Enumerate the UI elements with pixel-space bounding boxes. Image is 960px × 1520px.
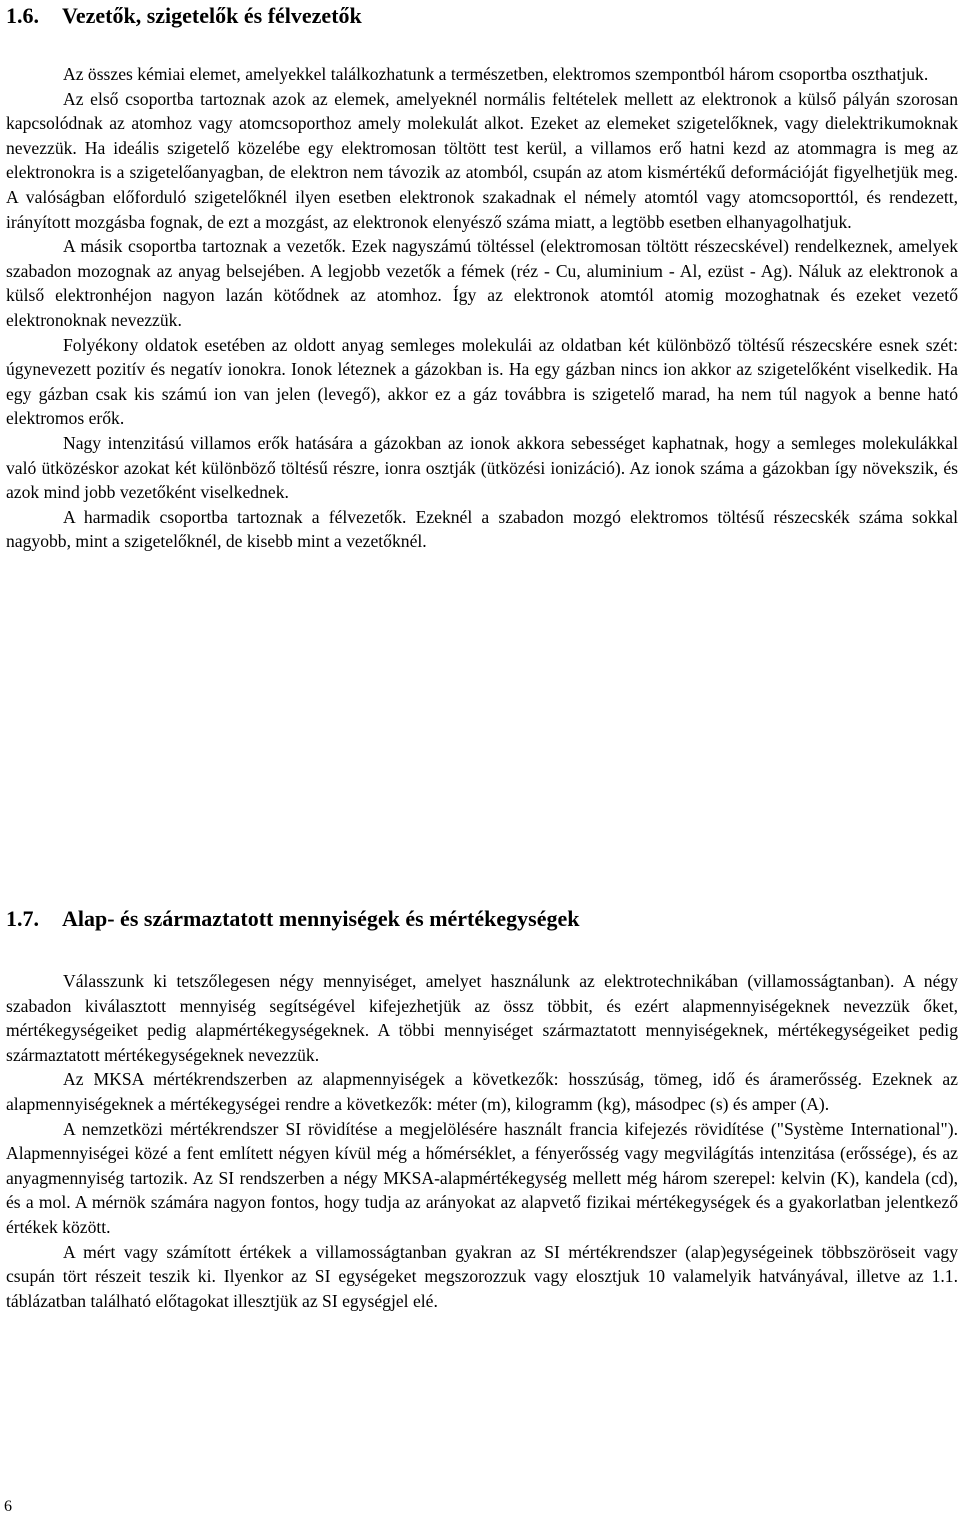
section-number: 1.6. <box>6 3 39 28</box>
paragraph: Az MKSA mértékrendszerben az alapmennyiségek a következők: hosszúság, tömeg, idő és áramerősség. Ezeknek az alapmennyiségeknek a mértékegységei rendre a következők: méter (m), kilogramm (kg), másodpec (s) és amper (A). <box>6 1069 958 1114</box>
section-body <box>6 62 958 554</box>
paragraph: A másik csoportba tartoznak a vezetők. Ezek nagyszámú töltéssel (elektromosan töltött részecskével) rendelkeznek, amelyek szabadon mozognak az anyag belsejében. A legjobb vezetők a fémek (réz - Cu, aluminium - Al, ezüst - Ag). Náluk az elektronok a külső elektronhéjon nagyon lazán kötődnek az atomhoz. Így az elektronok atomtól atomig mozoghatnak és ezeket vezető elektronoknak nevezzük. <box>6 236 958 330</box>
page-number: 6 <box>4 1498 12 1515</box>
paragraph: Folyékony oldatok esetében az oldott anyag semleges molekulái az oldatban két különböző töltésű részecskére esnek szét: úgynevezett pozitív és negatív ionokra. Ionok léteznek a gázokban is. Ha egy gázban nincs ion akkor az szigetelőként viselkedik. Ha egy gázban csak kis számú ion van jelen (levegő), akkor ez a gáz továbbra is szigetelő marad, ha nem túl nagyok a benne ható elektromos erők. <box>6 334 958 429</box>
section-number: 1.7. <box>6 906 39 931</box>
paragraph: A nemzetközi mértékrendszer SI rövidítése a megjelölésére használt francia kifejezés rövidítése ("Système International"). Alapmennyiségei közé a fent említett négyen kívül még a hőmérséklet, a fényerősség vagy megvilágítás intenzitása (erőssége), és az anyagmennyiség tartozik. Az SI rendszerben a négy MKSA-alapmértékegység mellett még három szerepel: kelvin (K), kandela (cd), és a mol. A mérnök számára nagyon fontos, hogy tudja az arányokat az alapvető fizikai mértékegységek és a gyakorlatban jelentkező értékek között. <box>6 1118 958 1237</box>
paragraph: Az összes kémiai elemet, amelyekkel találkozhatunk a természetben, elektromos szempontból három csoportba oszthatjuk. <box>63 64 929 84</box>
paragraph: Válasszunk ki tetszőlegesen négy mennyiséget, amelyet használunk az elektrotechnikában (villamosságtanban). A négy szabadon kiválasztott mennyiség segítségével kifejezhetjük az össz többit, és ezért alapmennyiségeknek nevezzük őket, mértékegységeiket pedig alapmértékegységeknek. A többi mennyiséget származtatott mennyiségeknek, mértékegységeiket pedig származtatott mértékegységeknek nevezzük. <box>6 971 958 1065</box>
paragraph: A harmadik csoportba tartoznak a félvezetők. Ezeknél a szabadon mozgó elektromos töltésű részecskék száma sokkal nagyobb, mint a szigetelőknél, de kisebb mint a vezetőknél. <box>6 506 958 552</box>
paragraph: Nagy intenzitású villamos erők hatására a gázokban az ionok akkora sebességet kaphatnak, hogy a semleges molekulákkal való ütközéskor azokat két különböző töltésű részre, ionra osztják (ütközési ionizáció). Az ionok száma a gázokban így növekszik, és azok mind jobb vezetőként viselkednek. <box>6 432 958 503</box>
section-title: Alap- és származtatott mennyiségek és mértékegységek <box>62 906 580 931</box>
paragraph: Az első csoportba tartoznak azok az elemek, amelyeknél normális feltételek mellett az elektronok a külső pályán szorosan kapcsolódnak az atomhoz vagy atomcsoporthoz amely molekulát alkot. Ezeket az elemeket szigetelőknek, vagy dielektrikumoknak nevezzük. Ha ideális szigetelő közelébe egy elektromosan töltött test kerül, a villamos erő hatni kezd az atommagra is meg az elektronokra is a szigetelőanyagban, de elektron nem távozik az atomból, csupán az atom kismértékű deformációját figyelhetjük meg. A valóságban előforduló szigetelőknél ilyen esetben elektronok szakadnak el némely atomtól vagy atomcsoporttól, és rendezett, irányított mozgásba fognak, de ezt a mozgást, az elektronok elenyésző száma miatt, a legtöbb esetben elhanyagolhatjuk. <box>6 88 958 232</box>
section-heading <box>0 2 362 30</box>
section-body <box>6 969 958 1313</box>
paragraph: A mért vagy számított értékek a villamosságtanban gyakran az SI mértékrendszer (alap)egységeinek többszöröseit vagy csupán tört részeit teszik ki. Ilyenkor az SI egységeket megszorozzuk vagy elosztjuk 10 valamelyik hatványával, illetve az 1.1. táblázatban található előtagokat illesztjük az SI egységjel elé. <box>6 1241 958 1311</box>
section-title: Vezetők, szigetelők és félvezetők <box>62 3 362 28</box>
section-heading <box>0 905 579 933</box>
